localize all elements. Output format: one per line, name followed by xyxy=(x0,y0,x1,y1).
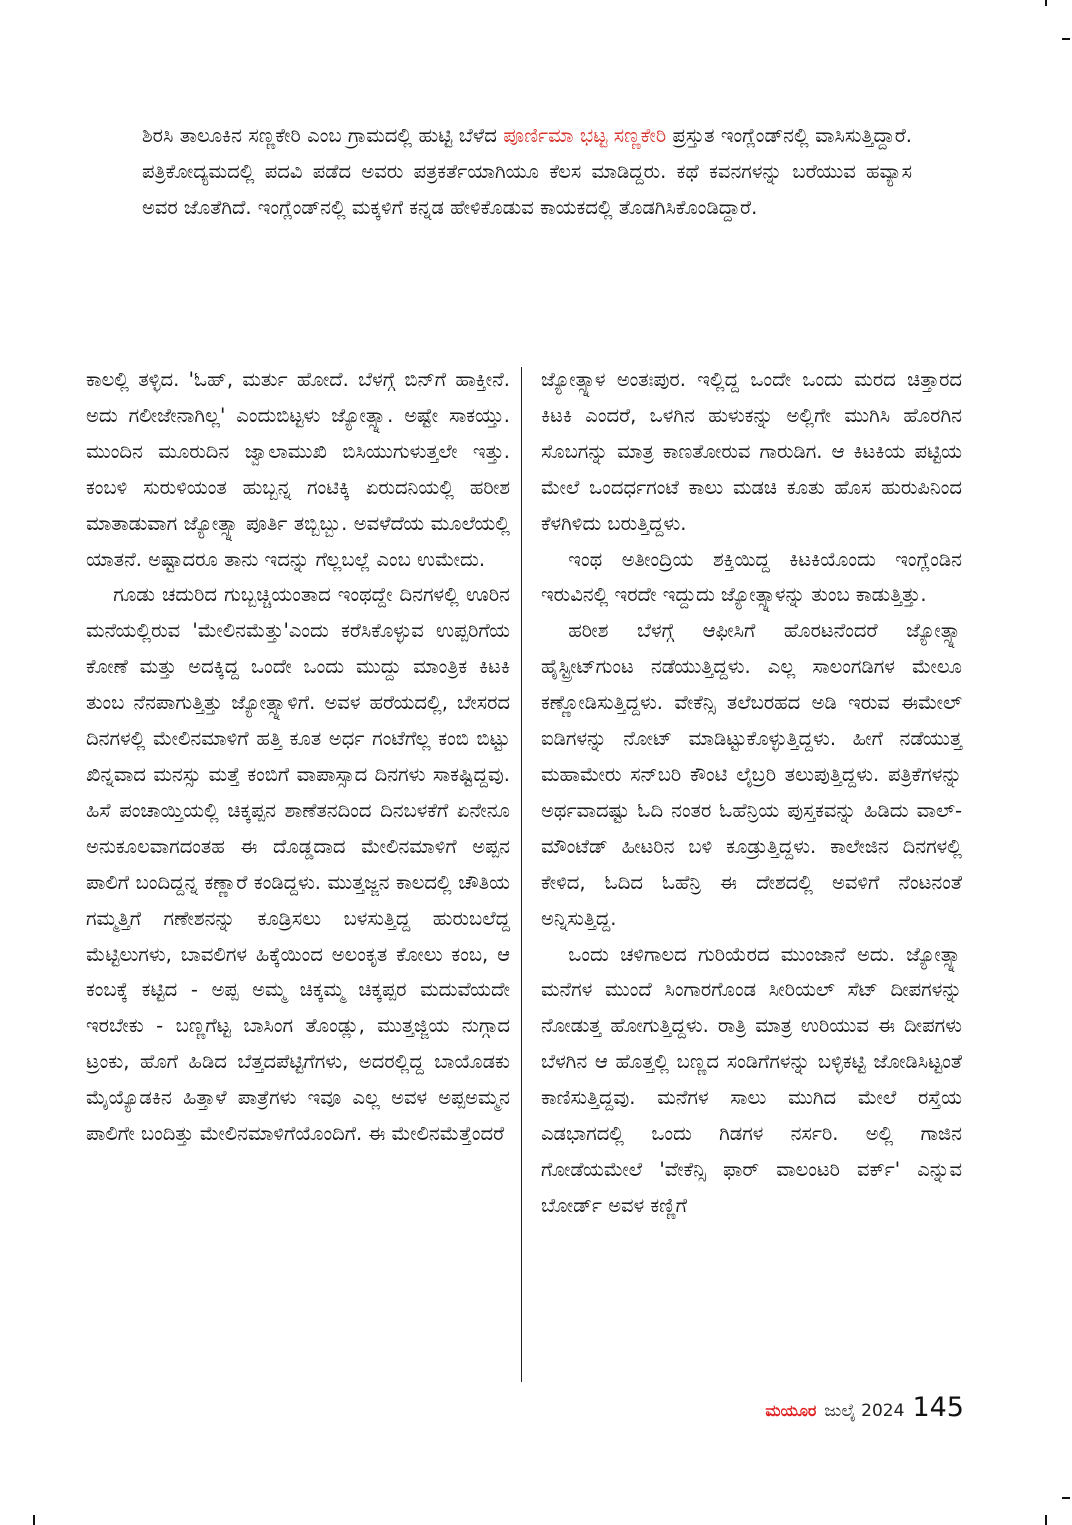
issue-date: ಜುಲೈ 2024 xyxy=(824,1401,905,1421)
paragraph: ಇಂಥ ಅತೀಂದ್ರಿಯ ಶಕ್ತಿಯಿದ್ದ ಕಿಟಕಿಯೊಂದು ಇಂಗ್ಲೆಂಡಿನ ಇರುವಿನಲ್ಲಿ ಇರದೇ ಇದ್ದುದು ಜ್ಯೋತ್ಸ್ನಾಳನ್ನು ತುಂಬ ಕಾಡುತ್ತಿತ್ತು. xyxy=(541,547,962,607)
column-divider xyxy=(521,367,522,1382)
paragraph: ಒಂದು ಚಳಿಗಾಲದ ಗುರಿಯೆರದ ಮುಂಜಾನೆ ಅದು. ಜ್ಯೋತ್ಸ್ನಾ ಮನೆಗಳ ಮುಂದೆ ಸಿಂಗಾರಗೊಂಡ ಸೀರಿಯಲ್ ಸೆಟ್ ದೀಪಗಳನ್ನು ನೋಡುತ್ತ ಹೋಗುತ್ತಿದ್ದಳು. ರಾತ್ರಿ ಮಾತ್ರ ಉರಿಯುವ ಈ ದೀಪಗಳು ಬೆಳಗಿನ ಆ ಹೊತ್ತಲ್ಲಿ ಬಣ್ಣದ ಸಂಡಿಗೆಗಳನ್ನು ಬಳ್ಳಿಕಟ್ಟಿ ಜೋಡಿಸಿಟ್ಟಂತೆ ಕಾಣಿಸುತ್ತಿದ್ದವು. ಮನೆಗಳ ಸಾಲು ಮುಗಿದ ಮೇಲೆ ರಸ್ತೆಯ ಎಡಭಾಗದಲ್ಲಿ ಒಂದು ಗಿಡಗಳ ನರ್ಸರಿ. ಅಲ್ಲಿ ಗಾಜಿನ ಗೋಡೆಯಮೇಲೆ 'ವೇಕೆನ್ಸಿ ಫಾರ್ ವಾಲಂಟರಿ ವರ್ಕ್' ಎನ್ನುವ ಬೋರ್ಡ್ ಅವಳ ಕಣ್ಣಿಗೆ xyxy=(541,942,962,1217)
paragraph: ಗೂಡು ಚದುರಿದ ಗುಬ್ಬಚ್ಚಿಯಂತಾದ ಇಂಥದ್ದೇ ದಿನಗಳಲ್ಲಿ ಊರಿನ ಮನೆಯಲ್ಲಿರುವ 'ಮೇಲಿನಮೆತ್ತು'ಎಂದು ಕರೆಸಿಕೊಳ್ಳುವ ಉಪ್ಪರಿಗೆಯ ಕೋಣೆ ಮತ್ತು ಅದಕ್ಕಿದ್ದ ಒಂದೇ ಒಂದು ಮುದ್ದು ಮಾಂತ್ರಿಕ ಕಿಟಕಿ ತುಂಬ ನೆನಪಾಗುತ್ತಿತ್ತು ಜ್ಯೋತ್ಸ್ನಾಳಿಗೆ. ಅವಳ ಹರೆಯದಲ್ಲಿ, ಬೇಸರದ ದಿನಗಳಲ್ಲಿ ಮೇಲಿನಮಾಳಿಗೆ ಹತ್ತಿ ಕೂತ ಅರ್ಧ ಗಂಟೆಗೆಲ್ಲ ಕಂಬಿ ಬಿಟ್ಟು ಖಿನ್ನವಾದ ಮನಸ್ಸು ಮತ್ತೆ ಕಂಬಿಗೆ ವಾಪಾಸ್ಸಾದ ದಿನಗಳು ಸಾಕಷ್ಟಿದ್ದವು. ಹಿಸೆ ಪಂಚಾಯ್ತಿಯಲ್ಲಿ ಚಿಕ್ಕಪ್ಪನ ಶಾಣೆತನದಿಂದ ದಿನಬಳಕೆಗೆ ಏನೇನೂ ಅನುಕೂಲವಾಗದಂತಹ ಈ ದೊಡ್ಡದಾದ ಮೇಲಿನಮಾಳಿಗೆ ಅಪ್ಪನ ಪಾಲಿಗೆ ಬಂದಿದ್ದನ್ನ ಕಣ್ಣಾರೆ ಕಂಡಿದ್ದಳು. ಮುತ್ತಜ್ಜನ ಕಾಲದಲ್ಲಿ ಚೌತಿಯ ಗಮ್ಮತ್ತಿಗೆ ಗಣೇಶನನ್ನು ಕೂಡ್ರಿಸಲು ಬಳಸುತ್ತಿದ್ದ ಹುರುಬಲೆದ್ದ ಮೆಟ್ಟಿಲುಗಳು, ಬಾವಲಿಗಳ ಹಿಕ್ಕೆಯಿಂದ ಅಲಂಕೃತ ಕೋಲು ಕಂಬ, ಆ ಕಂಬಕ್ಕೆ ಕಟ್ಟಿದ - ಅಪ್ಪ ಅಮ್ಮ ಚಿಕ್ಕಮ್ಮ ಚಿಕ್ಕಪ್ಪರ ಮದುವೆಯದೇ ಇರಬೇಕು - ಬಣ್ಣಗೆಟ್ಟ ಬಾಸಿಂಗ ತೊಂಡ್ಲು, ಮುತ್ತಜ್ಜಿಯ ನುಗ್ಗಾದ ಟ್ರಂಕು, ಹೊಗೆ ಹಿಡಿದ ಬೆತ್ತದಪೆಟ್ಟಿಗೆಗಳು, ಅದರಲ್ಲಿದ್ದ ಬಾಯೊಡಕು ಮೈಯ್ಯೊಡಕಿನ ಹಿತ್ತಾಳೆ ಪಾತ್ರೆಗಳು ಇವೂ ಎಲ್ಲ ಅವಳ ಅಪ್ಪಅಮ್ಮನ ಪಾಲಿಗೇ ಬಂದಿತ್ತು ಮೇಲಿನಮಾಳಿಗೆಯೊಂದಿಗೆ. ಈ ಮೇಲಿನಮೆತ್ತೆಂದರೆ xyxy=(86,583,510,1146)
magazine-logo: ಮಯೂರ xyxy=(765,1401,817,1420)
author-name: ಪೂರ್ಣಿಮಾ ಭಟ್ಟ ಸಣ್ಣಕೇರಿ xyxy=(503,124,667,147)
paragraph: ಹರೀಶ ಬೆಳಗ್ಗೆ ಆಫೀಸಿಗೆ ಹೊರಟನೆಂದರೆ ಜ್ಯೋತ್ಸ್ನಾ ಹೈಸ್ಟ್ರೀಟ್‌ಗುಂಟ ನಡೆಯುತ್ತಿದ್ದಳು. ಎಲ್ಲ ಸಾಲಂಗಡಿಗಳ ಮೇಲೂ ಕಣ್ಣೋಡಿಸುತ್ತಿದ್ದಳು. ವೇಕೆನ್ಸಿ ತಲೆಬರಹದ ಅಡಿ ಇರುವ ಈಮೇಲ್ ಐಡಿಗಳನ್ನು ನೋಟ್ ಮಾಡಿಟ್ಟುಕೊಳ್ಳುತ್ತಿದ್ದಳು. ಹೀಗೆ ನಡೆಯುತ್ತ ಮಹಾಮೇರು ಸನ್‌ಬರಿ ಕೌಂಟಿ ಲೈಬ್ರರಿ ತಲುಪುತ್ತಿದ್ದಳು. ಪತ್ರಿಕೆಗಳನ್ನು ಅರ್ಥವಾದಷ್ಟು ಓದಿ ನಂತರ ಓಹೆನ್ರಿಯ ಪುಸ್ತಕವನ್ನು ಹಿಡಿದು ವಾಲ್-ಮೌಂಟೆಡ್ ಹೀಟರಿನ ಬಳಿ ಕೂಡ್ರುತ್ತಿದ್ದಳು. ಕಾಲೇಜಿನ ದಿನಗಳಲ್ಲಿ ಕೇಳಿದ, ಓದಿದ ಓಹೆನ್ರಿ ಈ ದೇಶದಲ್ಲಿ ಅವಳಿಗೆ ನೆಂಟನಂತೆ ಅನ್ನಿಸುತ್ತಿದ್ದ. xyxy=(541,619,962,930)
article-column-right xyxy=(541,362,962,1224)
crop-mark-right-bottom xyxy=(1062,1497,1070,1499)
crop-mark-bottom-left xyxy=(33,1515,35,1525)
author-note xyxy=(142,118,912,226)
author-note-bio: ಪ್ರಸ್ತುತ ಇಂಗ್ಲೆಂಡ್‌ನಲ್ಲಿ ವಾಸಿಸುತ್ತಿದ್ದಾರೆ. ಪತ್ರಿಕೋದ್ಯಮದಲ್ಲಿ ಪದವಿ ಪಡೆದ ಅವರು ಪತ್ರಕರ್ತೆಯಾಗಿಯೂ ಕೆಲಸ ಮಾಡಿದ್ದರು. ಕಥೆ ಕವನಗಳನ್ನು ಬರೆಯುವ ಹವ್ಯಾಸ ಅವರ ಜೊತೆಗಿದೆ. ಇಂಗ್ಲೆಂಡ್‌ನಲ್ಲಿ ಮಕ್ಕಳಿಗೆ ಕನ್ನಡ ಹೇಳಿಕೊಡುವ ಕಾಯಕದಲ್ಲಿ ತೊಡಗಿಸಿಕೊಂಡಿದ್ದಾರೆ. xyxy=(142,124,913,219)
paragraph: ಜ್ಯೋತ್ಸ್ನಾಳ ಅಂತಃಪುರ. ಇಲ್ಲಿದ್ದ ಒಂದೇ ಒಂದು ಮರದ ಚಿತ್ತಾರದ ಕಿಟಕಿ ಎಂದರೆ, ಒಳಗಿನ ಹುಳುಕನ್ನು ಅಲ್ಲಿಗೇ ಮುಗಿಸಿ ಹೊರಗಿನ ಸೊಬಗನ್ನು ಮಾತ್ರ ಕಾಣತೋರುವ ಗಾರುಡಿಗ. ಆ ಕಿಟಕಿಯ ಪಟ್ಟಿಯ ಮೇಲೆ ಒಂದರ್ಧಗಂಟೆ ಕಾಲು ಮಡಚಿ ಕೂತು ಹೊಸ ಹುರುಪಿನಿಂದ ಕೆಳಗಿಳಿದು ಬರುತ್ತಿದ್ದಳು. xyxy=(541,368,962,535)
page-footer xyxy=(765,1392,964,1423)
crop-mark-top xyxy=(1045,0,1047,6)
page-number: 145 xyxy=(912,1392,964,1423)
crop-mark-right-top xyxy=(1062,38,1070,40)
paragraph: ಕಾಲಲ್ಲಿ ತಳ್ಳಿದ. 'ಓಹ್, ಮರ್ತು ಹೋದೆ. ಬೆಳಗ್ಗೆ ಬಿನ್‌ಗೆ ಹಾಕ್ತೀನೆ. ಅದು ಗಲೀಜೇನಾಗಿಲ್ಲ' ಎಂದುಬಿಟ್ಟಳು ಜ್ಯೋತ್ಸ್ನಾ. ಅಷ್ಟೇ ಸಾಕಯ್ತು. ಮುಂದಿನ ಮೂರುದಿನ ಜ್ವಾಲಾಮುಖಿ ಬಿಸಿಯುಗುಳುತ್ತಲೇ ಇತ್ತು. ಕಂಬಳಿ ಸುರುಳಿಯಂತ ಹುಬ್ಬನ್ನ ಗಂಟಿಕ್ಕಿ ಏರುದನಿಯಲ್ಲಿ ಹರೀಶ ಮಾತಾಡುವಾಗ ಜ್ಯೋತ್ಸ್ನಾ ಪೂರ್ತಿ ತಬ್ಬಿಬ್ಬು. ಅವಳೆದೆಯ ಮೂಲೆಯಲ್ಲಿ ಯಾತನೆ. ಅಷ್ಟಾದರೂ ತಾನು ಇದನ್ನು ಗೆಲ್ಲಬಲ್ಲೆ ಎಂಬ ಉಮೇದು. xyxy=(86,368,510,571)
crop-mark-bottom-right xyxy=(1045,1515,1047,1525)
author-note-intro: ಶಿರಸಿ ತಾಲೂಕಿನ ಸಣ್ಣಕೇರಿ ಎಂಬ ಗ್ರಾಮದಲ್ಲಿ ಹುಟ್ಟಿ ಬೆಳೆದ xyxy=(142,124,504,147)
article-column-left xyxy=(86,362,510,1152)
